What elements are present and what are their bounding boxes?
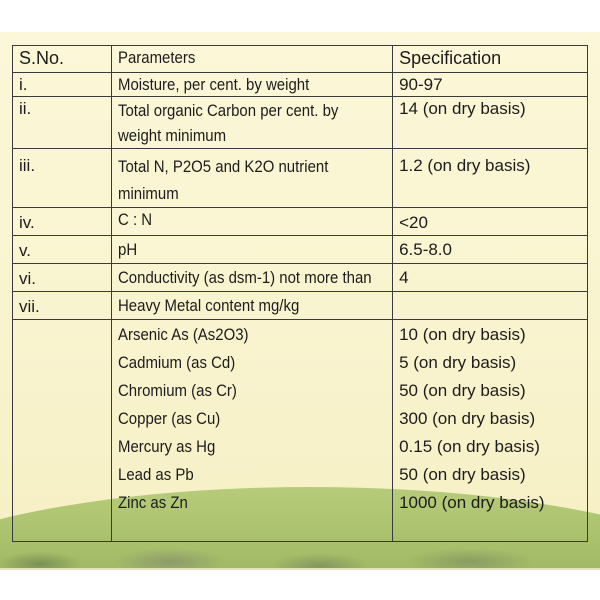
row-specification	[393, 292, 588, 320]
tree-line-background	[0, 542, 600, 570]
row-specification: 14 (on dry basis)	[393, 97, 588, 149]
row-sno: vii.	[13, 292, 112, 320]
table-row	[13, 236, 588, 264]
row-sno: iv.	[13, 208, 112, 236]
row-specification: 1.2 (on dry basis)	[393, 149, 588, 208]
row-specification: 6.5-8.0	[393, 236, 588, 264]
heavy-metal-parameter: Arsenic As (As2O3)	[117, 325, 249, 344]
specification-table	[12, 45, 588, 542]
panel-bottom-edge	[0, 568, 600, 570]
heavy-metals-row	[13, 320, 588, 542]
heavy-metal-specification: 0.15 (on dry basis)	[399, 437, 540, 456]
row-parameter	[111, 292, 393, 320]
header-parameters-label: Parameters	[117, 48, 195, 67]
heavy-metal-parameter: Mercury as Hg	[117, 437, 215, 456]
table-row	[13, 264, 588, 292]
row-specification: 90-97	[393, 73, 588, 97]
row-parameter	[111, 149, 393, 208]
heavy-metal-specification: 300 (on dry basis)	[399, 409, 536, 428]
row-specification: 4	[393, 264, 588, 292]
heavy-metal-specification: 50 (on dry basis)	[399, 381, 526, 400]
row-parameter-text: Total organic Carbon per cent. by weight minimum	[117, 101, 338, 145]
row-parameter	[111, 97, 393, 149]
row-parameter	[111, 264, 393, 292]
heavy-metal-specification: 10 (on dry basis)	[399, 325, 526, 344]
row-parameter-text: pH	[117, 240, 137, 259]
heavy-metal-specification: 1000 (on dry basis)	[399, 493, 545, 512]
heavy-metals-specifications	[393, 320, 588, 542]
row-parameter-text: C : N	[117, 210, 152, 229]
row-sno: vi.	[13, 264, 112, 292]
header-sno: S.No.	[13, 46, 112, 73]
row-parameter-text: Total N, P2O5 and K2O nutrient minimum	[117, 157, 328, 203]
row-parameter-text: Conductivity (as dsm-1) not more than	[117, 268, 372, 287]
header-specification: Specification	[393, 46, 588, 73]
row-sno: ii.	[13, 97, 112, 149]
table-header-row	[13, 46, 588, 73]
heavy-metals-parameters	[111, 320, 393, 542]
table-row	[13, 208, 588, 236]
heavy-metal-parameter: Copper (as Cu)	[117, 409, 220, 428]
row-sno: i.	[13, 73, 112, 97]
heavy-metal-parameter: Zinc as Zn	[117, 493, 188, 512]
row-parameter-text: Heavy Metal content mg/kg	[117, 296, 299, 315]
row-sno: v.	[13, 236, 112, 264]
header-parameters	[111, 46, 393, 73]
table-row	[13, 292, 588, 320]
table-row	[13, 97, 588, 149]
row-parameter	[111, 208, 393, 236]
heavy-metal-specification: 5 (on dry basis)	[399, 353, 517, 372]
row-sno: iii.	[13, 149, 112, 208]
heavy-metal-parameter: Chromium (as Cr)	[117, 381, 237, 400]
heavy-metals-sno-empty	[13, 320, 112, 542]
table-row	[13, 149, 588, 208]
row-specification: <20	[393, 208, 588, 236]
heavy-metal-specification: 50 (on dry basis)	[399, 465, 526, 484]
heavy-metal-parameter: Lead as Pb	[117, 465, 194, 484]
table-row	[13, 73, 588, 97]
row-parameter	[111, 236, 393, 264]
heavy-metal-parameter: Cadmium (as Cd)	[117, 353, 235, 372]
row-parameter-text: Moisture, per cent. by weight	[117, 75, 309, 94]
row-parameter	[111, 73, 393, 97]
